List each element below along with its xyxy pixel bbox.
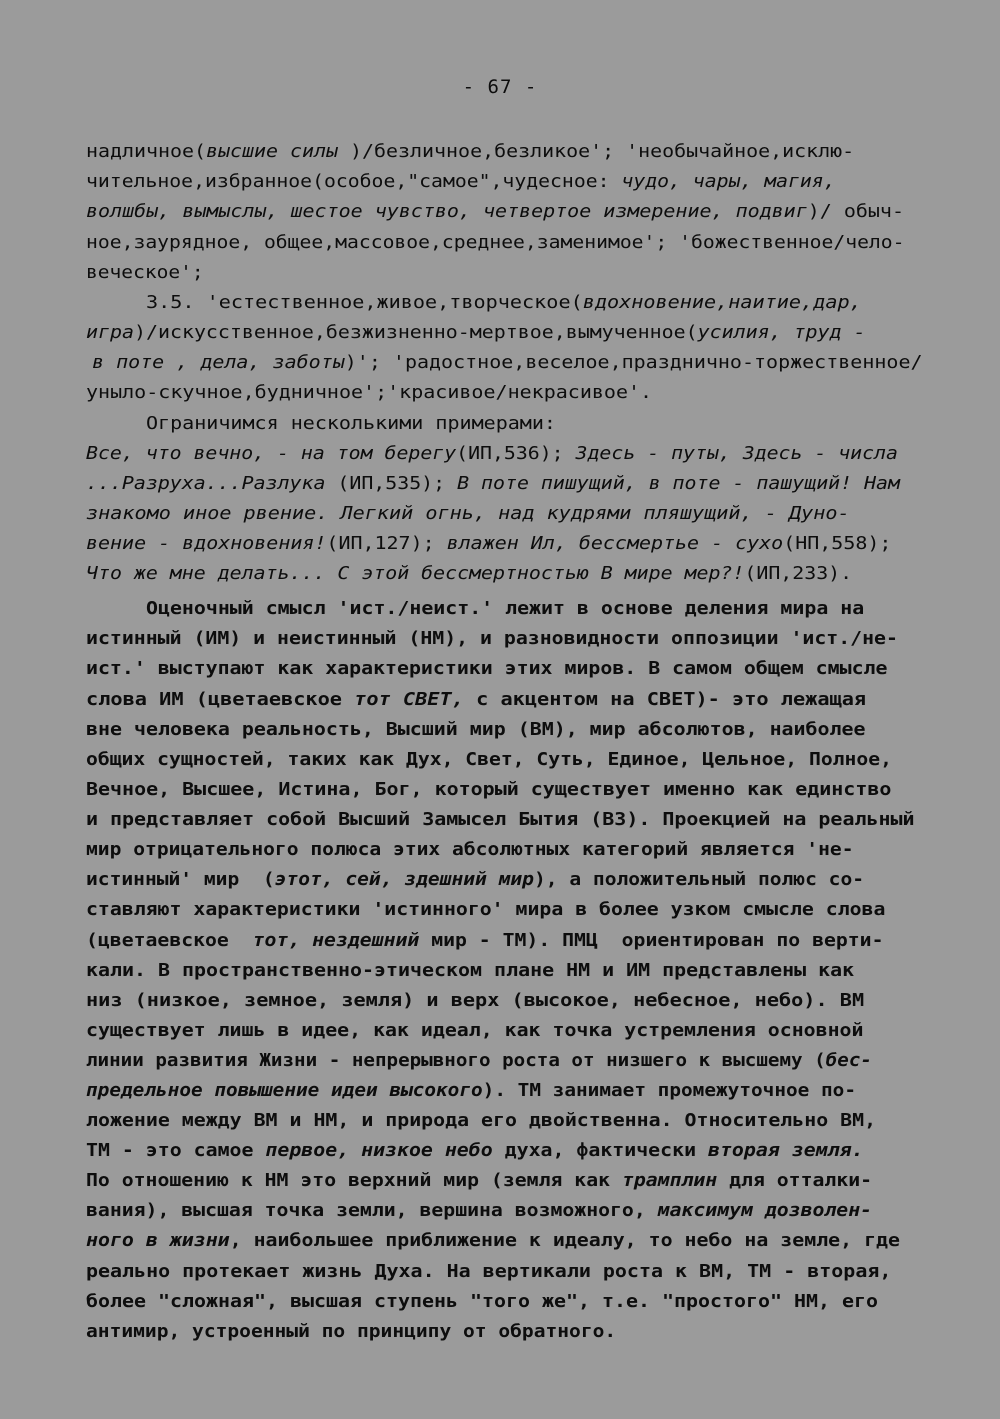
text-segment: (цветаевское bbox=[86, 931, 253, 951]
text-segment: вания), высшая точка земли, вершина возможного, bbox=[86, 1201, 658, 1221]
text-segment: антимир, устроенный по принципу от обратного. bbox=[86, 1322, 617, 1342]
text-line bbox=[86, 865, 864, 895]
text-segment: ист.' выступают как характеристики этих миров. В самом общем смысле bbox=[86, 659, 888, 679]
italic-segment: ...Разруха...Разлука bbox=[86, 474, 326, 494]
italic-segment: В поте пишущий, в поте - пашущий! Нам bbox=[457, 474, 901, 494]
text-line bbox=[86, 624, 898, 654]
text-segment: низ (низкое, земное, земля) и верх (высокое, небесное, небо). ВМ bbox=[86, 991, 865, 1011]
italic-segment: Что же мне делать... С этой бессмертностью В мире мер?! bbox=[86, 564, 745, 584]
text-segment: , наибольшее приближение к идеалу, то небо на земле, где bbox=[229, 1231, 900, 1251]
text-line bbox=[86, 685, 866, 715]
text-line bbox=[86, 318, 866, 348]
italic-segment: трамплин bbox=[621, 1171, 718, 1191]
text-segment: )/искусственное,безжизненно-мертвое,вымученное( bbox=[133, 323, 698, 343]
text-line bbox=[86, 258, 204, 288]
text-line bbox=[86, 835, 854, 865]
italic-segment: вдохновение,наитие,дар, bbox=[582, 293, 862, 313]
italic-segment: Все, что вечно, - на том берегу bbox=[86, 444, 457, 464]
text-line bbox=[86, 1317, 616, 1347]
text-line bbox=[86, 1257, 891, 1287]
text-segment: (НП,558); bbox=[783, 534, 892, 554]
text-segment: и представляет собой Высший Замысел Бытия (ВЗ). Проекцией на реальный bbox=[86, 810, 915, 830]
text-line bbox=[146, 288, 862, 318]
text-segment: По отношению к НМ это верхний мир (земля как bbox=[86, 1171, 622, 1191]
italic-segment: в поте , дела, заботы bbox=[92, 353, 345, 373]
text-segment: реально протекает жизнь Духа. На вертикали роста к ВМ, ТМ - вторая, bbox=[86, 1262, 892, 1282]
text-segment: с акцентом на СВЕТ)- это лежащая bbox=[463, 690, 867, 710]
text-line bbox=[86, 1287, 878, 1317]
text-segment: веческое'; bbox=[86, 263, 204, 283]
text-line bbox=[86, 1076, 856, 1106]
italic-segment: бес- bbox=[825, 1051, 872, 1071]
text-line bbox=[86, 197, 904, 227]
text-segment: Вечное, Высшее, Истина, Бог, который существует именно как единство bbox=[86, 780, 892, 800]
text-segment: общих сущностей, таких как Дух, Свет, Суть, Единое, Цельное, Полное, bbox=[86, 750, 892, 770]
text-line bbox=[86, 439, 898, 469]
text-line bbox=[86, 1046, 872, 1076]
text-segment: кали. В пространственно-этическом плане НМ и ИМ представлены как bbox=[86, 961, 855, 981]
text-segment: ). ТМ занимает промежуточное по- bbox=[482, 1081, 857, 1101]
text-line bbox=[86, 775, 891, 805]
text-segment: истинный (ИМ) и неистинный (НМ), и разновидности оппозиции 'ист./не- bbox=[86, 629, 898, 649]
text-line bbox=[86, 1106, 876, 1136]
text-segment: ), а положительный полюс со- bbox=[533, 870, 865, 890]
text-line bbox=[86, 654, 887, 684]
text-segment: для отталки- bbox=[717, 1171, 873, 1191]
text-segment: ставляют характеристики 'истинного' мира в более узком смысле слова bbox=[86, 900, 886, 920]
italic-segment: вение - вдохновения! bbox=[86, 534, 327, 554]
italic-segment: чудо, чары, магия, bbox=[621, 172, 836, 192]
text-line bbox=[86, 1016, 863, 1046]
italic-segment: максимум дозволен- bbox=[657, 1201, 873, 1221]
text-segment: линии развития Жизни - непрерывного роста от низшего к высшему ( bbox=[86, 1051, 826, 1071]
text-segment: более "сложная", высшая ступень "того же", т.е. "простого" НМ, его bbox=[86, 1292, 879, 1312]
text-segment: )/безличное,безликое'; 'необычайное,исклю- bbox=[338, 142, 855, 162]
text-segment: существует лишь в идее, как идеал, как точка устремления основной bbox=[86, 1021, 864, 1041]
text-segment: 3.5. 'естественное,живое,творческое( bbox=[146, 293, 583, 313]
text-line bbox=[86, 956, 854, 986]
text-line bbox=[86, 1136, 864, 1166]
italic-segment: игра bbox=[86, 323, 134, 343]
text-segment: (ИП,535); bbox=[325, 474, 458, 494]
text-line bbox=[86, 529, 891, 559]
italic-segment: ного в жизни bbox=[86, 1231, 230, 1251]
text-segment: мир - ТМ). ПМЦ ориентирован по верти- bbox=[419, 931, 884, 951]
text-line bbox=[86, 559, 852, 589]
text-segment: ложение между ВМ и НМ, и природа его двойственна. Относительно ВМ, bbox=[86, 1111, 877, 1131]
text-segment: )'; 'радостное,веселое,празднично-торжественное/ bbox=[344, 353, 923, 373]
text-line bbox=[86, 926, 884, 956]
text-line bbox=[86, 895, 885, 925]
text-segment: ное,заурядное, общее,массовое,среднее,заменимое'; 'божественное/чело- bbox=[86, 233, 905, 253]
text-segment: духа, фактически bbox=[492, 1141, 709, 1161]
text-line bbox=[86, 805, 914, 835]
text-segment: Ограничимся несколькими примерами: bbox=[146, 414, 556, 434]
text-segment: )/ обыч- bbox=[807, 202, 904, 222]
text-segment: (ИП,233). bbox=[744, 564, 853, 584]
italic-segment: этот, сей, здешний мир bbox=[274, 870, 534, 890]
text-segment: надличное( bbox=[86, 142, 207, 162]
italic-segment: усилия, труд - bbox=[697, 323, 866, 343]
text-line bbox=[86, 137, 854, 167]
text-line bbox=[86, 1226, 900, 1256]
text-segment: вне человека реальность, Высший мир (ВМ), мир абсолютов, наиболее bbox=[86, 720, 866, 740]
text-segment: мир отрицательного полюса этих абсолютных категорий является 'не- bbox=[86, 840, 854, 860]
text-line bbox=[146, 594, 864, 624]
text-line bbox=[86, 715, 866, 745]
text-segment: истинный' мир ( bbox=[86, 870, 275, 890]
text-segment: слова ИМ (цветаевское bbox=[86, 690, 355, 710]
italic-segment: высшие силы bbox=[206, 142, 339, 162]
italic-segment: влажен Ил, бессмертье - сухо bbox=[446, 534, 784, 554]
italic-segment: предельное повышение идеи высокого bbox=[86, 1081, 483, 1101]
text-segment: (ИП,127); bbox=[326, 534, 447, 554]
italic-segment: знакомо иное рвение. Легкий огнь, над кудрями пляшущий, - Дуно- bbox=[86, 504, 850, 524]
italic-segment: тот СВЕТ, bbox=[354, 690, 464, 710]
text-line bbox=[86, 167, 836, 197]
text-line bbox=[86, 378, 652, 408]
text-line bbox=[92, 348, 923, 378]
text-segment: уныло-скучное,будничное';'красивое/некрасивое'. bbox=[86, 383, 653, 403]
italic-segment: первое, низкое небо bbox=[265, 1141, 493, 1161]
text-segment: чительное,избранное(особое,"самое",чудесное: bbox=[86, 172, 622, 192]
text-segment: ТМ - это самое bbox=[86, 1141, 266, 1161]
italic-segment: Здесь - путы, Здесь - числа bbox=[575, 444, 898, 464]
italic-segment: тот, нездешний bbox=[252, 931, 420, 951]
text-line bbox=[86, 986, 864, 1016]
text-line bbox=[86, 1166, 872, 1196]
italic-segment: волшбы, вымыслы, шестое чувство, четвертое измерение, подвиг bbox=[86, 202, 808, 222]
text-line bbox=[86, 228, 905, 258]
text-line bbox=[86, 745, 892, 775]
text-line bbox=[146, 409, 556, 439]
text-segment: (ИП,536); bbox=[456, 444, 576, 464]
text-line bbox=[86, 469, 900, 499]
text-line bbox=[86, 499, 850, 529]
page-number: - 67 - bbox=[462, 76, 538, 98]
text-segment: Оценочный смысл 'ист./неист.' лежит в основе деления мира на bbox=[146, 599, 865, 619]
text-line bbox=[86, 1196, 872, 1226]
italic-segment: вторая земля. bbox=[708, 1141, 864, 1161]
